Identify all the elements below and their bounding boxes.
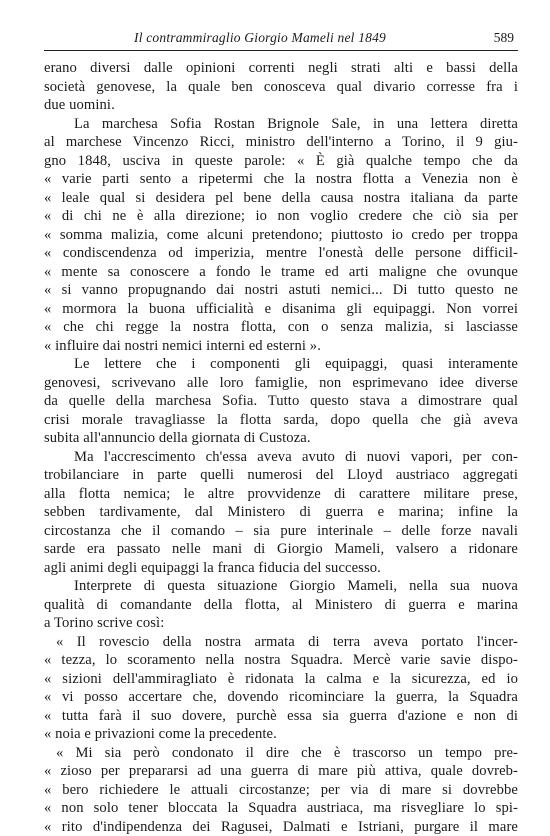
text-line: « Il rovescio della nostra armata di terra aveva portato l'incer-: [44, 633, 518, 652]
text-line: crisi morale travagliasse la flotta sarda, dopo quella che già aveva: [44, 411, 518, 430]
text-line: « condiscendenza od imperizia, mentre l'onestà delle persone difficil-: [44, 244, 518, 263]
text-line: « tezza, lo scoramento nella nostra Squadra. Mercè varie savie dispo-: [44, 651, 518, 670]
text-line: « noia e privazioni come la precedente.: [44, 725, 518, 744]
text-line: erano diversi dalle opinioni correnti negli strati alti e bassi della: [44, 59, 518, 78]
text-line: Ma l'accrescimento ch'essa aveva avuto di nuovi vapori, per con-: [44, 448, 518, 467]
text-line: « di chi ne è alla direzione; io non voglio credere che ciò sia per: [44, 207, 518, 226]
text-line: « si vanno propugnando dai nostri astuti nemici... Di tutto questo ne: [44, 281, 518, 300]
text-line: circostanza che il comando – sia pure interinale – delle forze navali: [44, 522, 518, 541]
text-line: agli animi degli equipaggi la franca fiducia del successo.: [44, 559, 518, 578]
text-line: « zioso per prepararsi ad una guerra di mare più attiva, quale dovreb-: [44, 762, 518, 781]
running-header: [44, 28, 518, 51]
text-line: « che chi regge la nostra flotta, con o senza malizia, si lasciasse: [44, 318, 518, 337]
text-line: « mormora la buona ufficialità e disanima gli equipaggi. Non vorrei: [44, 300, 518, 319]
text-line: « sizioni dell'ammiragliato è ridonata la calma e la sicurezza, ed io: [44, 670, 518, 689]
text-line: subita all'annuncio della giornata di Custoza.: [44, 429, 518, 448]
text-line: « Mi sia però condonato il dire che è trascorso un tempo pre-: [44, 744, 518, 763]
text-line: Le lettere che i componenti gli equipaggi, quasi interamente: [44, 355, 518, 374]
text-line: qualità di comandante della flotta, al Ministero di guerra e marina: [44, 596, 518, 615]
text-line: sarde era passato nelle mani di Giorgio Mameli, valsero a ridonare: [44, 540, 518, 559]
text-line: La marchesa Sofia Rostan Brignole Sale, in una lettera diretta: [44, 115, 518, 134]
text-line: trobilanciare in parte quelli numerosi del Lloyd austriaco aggregati: [44, 466, 518, 485]
text-line: « bero richiedere le attuali circostanze; per via di mare si dovrebbe: [44, 781, 518, 800]
text-line: « leale qual si desidera pel bene della causa nostra italiana da parte: [44, 189, 518, 208]
body-text: [44, 59, 518, 836]
page-number: 589: [494, 30, 514, 46]
text-line: « rito d'indipendenza dei Ragusei, Dalmati e Istriani, purgare il mare: [44, 818, 518, 836]
running-title: Il contrammiraglio Giorgio Mameli nel 1849: [134, 30, 386, 46]
text-line: Interprete di questa situazione Giorgio Mameli, nella sua nuova: [44, 577, 518, 596]
text-line: società genovese, la quale ben conosceva qual divario corresse fra i: [44, 78, 518, 97]
text-line: genovesi, scrivevano alle loro famiglie, non esprimevano idee diverse: [44, 374, 518, 393]
text-line: gno 1848, usciva in queste parole: « È già qualche tempo che da: [44, 152, 518, 171]
text-line: a Torino scrive così:: [44, 614, 518, 633]
text-line: da quelle della marchesa Sofia. Tutto questo stava a dimostrare qual: [44, 392, 518, 411]
text-line: due uomini.: [44, 96, 518, 115]
text-line: sebben tardivamente, dal Ministero di guerra e marina; infine la: [44, 503, 518, 522]
text-line: « tutta farà il suo dovere, purchè essa sia guerra d'azione e non di: [44, 707, 518, 726]
text-line: « non solo tener bloccata la Squadra austriaca, ma risvegliare lo spi-: [44, 799, 518, 818]
text-line: « mente sa conoscere a fondo le trame ed arti maligne che ovunque: [44, 263, 518, 282]
text-line: « vi posso accertare che, dovendo ricominciare la guerra, la Squadra: [44, 688, 518, 707]
text-line: « influire dai nostri nemici interni ed esterni ».: [44, 337, 518, 356]
text-line: « somma malizia, come alcuni pretendono; piuttosto io credo per troppa: [44, 226, 518, 245]
text-line: al marchese Vincenzo Ricci, ministro dell'interno a Torino, il 9 giu-: [44, 133, 518, 152]
text-line: « varie parti sento a ripetermi che la nostra flotta a Venezia non è: [44, 170, 518, 189]
text-line: alla flotta nemica; le altre provvidenze di carattere militare prese,: [44, 485, 518, 504]
